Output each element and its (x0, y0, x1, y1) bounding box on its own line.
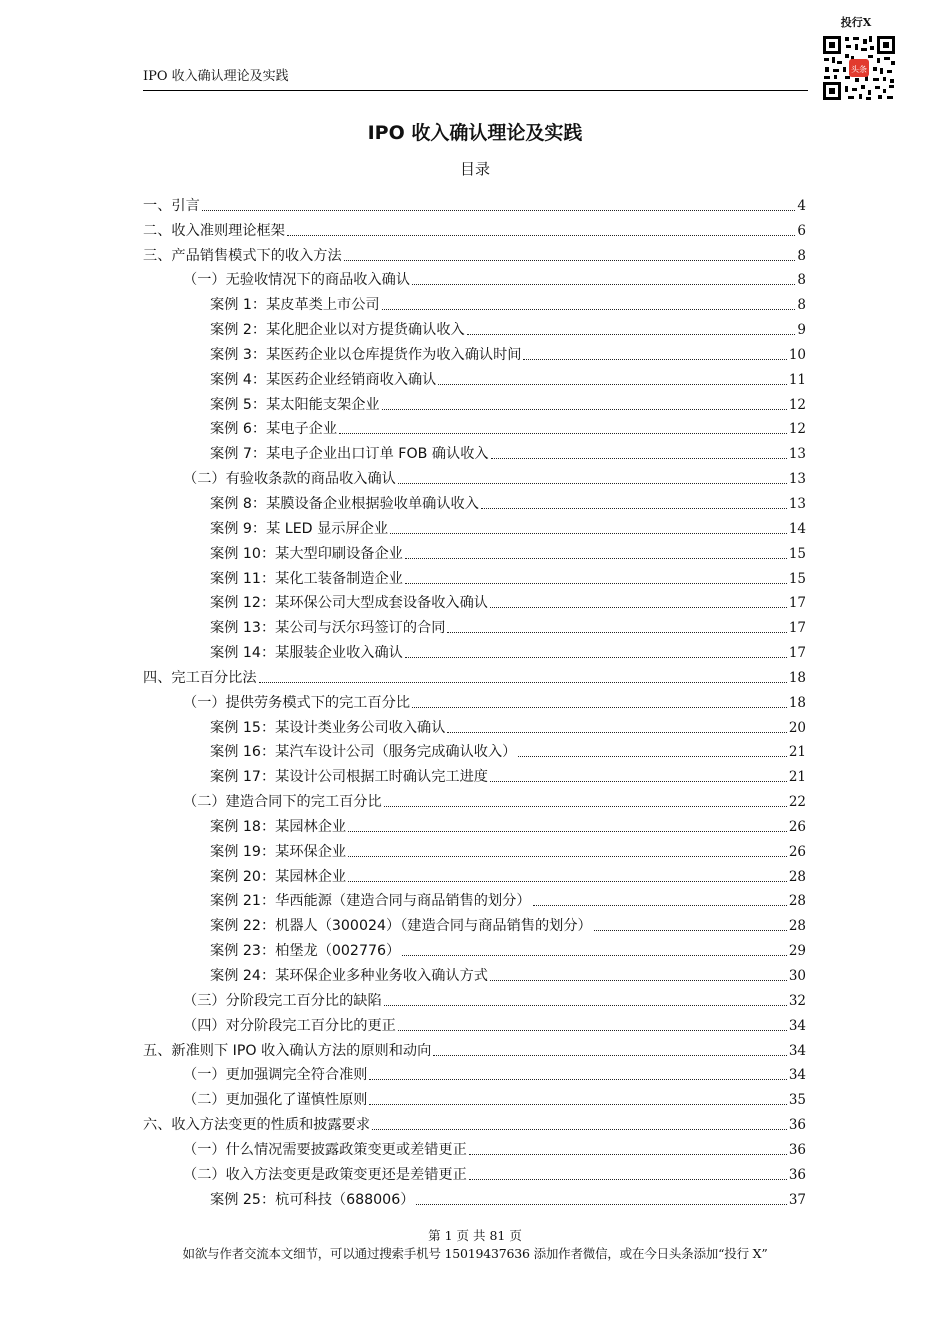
toc-entry-page: 30 (788, 968, 806, 984)
toc-entry-title: （一）更加强调完全符合准则 (183, 1067, 368, 1084)
toc-heading: 目录 (459, 160, 490, 178)
toc-entry-title: （二）建造合同下的完工百分比 (183, 794, 382, 811)
toc-entry[interactable] (143, 837, 806, 862)
toc-dot-leader (416, 1203, 786, 1205)
toc-entry-page: 34 (788, 1017, 806, 1034)
toc-dot-leader (372, 1128, 787, 1130)
toc-entry[interactable] (143, 439, 806, 464)
toc-entry-title: （二）收入方法变更是政策变更还是差错更正 (183, 1166, 467, 1183)
toc-entry-page: 26 (788, 818, 806, 835)
toc-entry-title: 案例 1：某皮革类上市公司 (210, 297, 380, 314)
toc-dot-leader (490, 606, 787, 608)
toc-dot-leader (533, 904, 787, 906)
toc-entry-page: 4 (797, 197, 806, 214)
toc-dot-leader (339, 432, 787, 434)
toc-entry-title: 案例 5：某太阳能支架企业 (210, 396, 380, 413)
qr-badge-text: 头条 (851, 65, 867, 74)
toc-dot-leader (412, 706, 787, 708)
toc-entry-title: 案例 22：机器人（300024）（建造合同与商品销售的划分） (210, 918, 592, 935)
toc-entry-page: 35 (788, 1092, 806, 1109)
toc-dot-leader (369, 1103, 786, 1105)
toc-dot-leader (405, 557, 787, 559)
toc-entry[interactable] (143, 539, 806, 564)
toc-dot-leader (202, 209, 796, 211)
toc-entry-title: 案例 23：柏堡龙（002776） (210, 943, 401, 960)
toc-entry[interactable] (143, 911, 806, 936)
toc-entry-title: 二、收入准则理论框架 (143, 222, 285, 239)
toc-entry[interactable] (143, 1160, 806, 1185)
toc-entry-title: 四、完工百分比法 (143, 669, 257, 686)
toc-entry-title: 案例 4：某医药企业经销商收入确认 (210, 371, 437, 388)
toc-dot-leader (405, 656, 787, 658)
toc-dot-leader (438, 383, 786, 385)
toc-entry-title: 案例 21：华西能源（建造合同与商品销售的划分） (210, 893, 531, 910)
toc-dot-leader (398, 482, 787, 484)
toc-entry-page: 12 (788, 396, 806, 413)
running-title: IPO 收入确认理论及实践 (143, 69, 289, 84)
toc-entry-page: 32 (788, 992, 806, 1009)
toc-entry-page: 36 (788, 1141, 806, 1158)
toc-entry-title: 六、收入方法变更的性质和披露要求 (143, 1117, 371, 1134)
toc-dot-leader (344, 259, 796, 261)
toc-entry-page: 21 (788, 769, 806, 786)
toc-entry-title: 五、新准则下 IPO 收入确认方法的原则和动向 (143, 1042, 432, 1059)
toc-entry-title: 案例 7：某电子企业出口订单 FOB 确认收入 (210, 446, 489, 463)
toc-entry-page: 13 (788, 495, 806, 512)
toc-dot-leader (382, 308, 796, 310)
toc-entry-title: 案例 19：某环保企业 (210, 843, 347, 860)
running-header (143, 68, 808, 91)
toc-dot-leader (348, 830, 787, 832)
toc-entry[interactable] (143, 1085, 806, 1110)
toc-entry[interactable] (143, 390, 806, 415)
toc-dot-leader (348, 880, 787, 882)
toc-entry-page: 8 (797, 297, 806, 314)
toc-dot-leader (469, 1178, 787, 1180)
toc-dot-leader (369, 1078, 786, 1080)
toc-entry-page: 34 (788, 1042, 806, 1059)
toc-entry[interactable] (143, 241, 806, 266)
toc-entry[interactable] (143, 216, 806, 241)
qr-label: 投行X (840, 16, 872, 29)
toc-entry[interactable] (143, 812, 806, 837)
toc-entry-page: 17 (788, 620, 806, 637)
toc-dot-leader (398, 1029, 787, 1031)
toc-entry-title: （三）分阶段完工百分比的缺陷 (183, 992, 382, 1009)
toc-entry-title: 案例 8：某膜设备企业根据验收单确认收入 (210, 495, 479, 512)
toc-entry-page: 34 (788, 1067, 806, 1084)
toc-entry-title: 案例 11：某化工装备制造企业 (210, 570, 403, 587)
page-footer (0, 1227, 950, 1263)
toc-dot-leader (518, 755, 786, 757)
toc-entry-title: 案例 10：某大型印刷设备企业 (210, 545, 403, 562)
toc-entry-title: 三、产品销售模式下的收入方法 (143, 247, 342, 264)
toc-entry-page: 13 (788, 471, 806, 488)
toc-entry-page: 28 (788, 918, 806, 935)
toc-dot-leader (405, 582, 787, 584)
toc-entry[interactable] (143, 589, 806, 614)
toc-dot-leader (481, 507, 787, 509)
toc-entry[interactable] (143, 266, 806, 291)
toc-entry-title: 案例 3：某医药企业以仓库提货作为收入确认时间 (210, 346, 522, 363)
toc-entry[interactable] (143, 464, 806, 489)
toc-entry-title: 案例 18：某园林企业 (210, 818, 347, 835)
toc-entry-title: （二）有验收条款的商品收入确认 (183, 471, 396, 488)
toc-entry-title: 案例 25：杭可科技（688006） (210, 1191, 415, 1208)
document-title: IPO 收入确认理论及实践 (367, 122, 583, 144)
toc-entry[interactable] (143, 787, 806, 812)
toc-entry-page: 28 (788, 893, 806, 910)
contact-note: 如欲与作者交流本文细节，可以通过搜索手机号 15019437636 添加作者微信，或在今日头条添加“投行 X” (182, 1246, 768, 1261)
toc-dot-leader (433, 1054, 787, 1056)
toc-dot-leader (348, 855, 787, 857)
toc-entry-title: 案例 2：某化肥企业以对方提货确认收入 (210, 322, 465, 339)
toc-entry[interactable] (143, 887, 806, 912)
toc-dot-leader (412, 283, 795, 285)
toc-entry-page: 11 (788, 371, 806, 388)
toc-entry-page: 37 (788, 1191, 806, 1208)
toc-entry-title: （二）更加强化了谨慎性原则 (183, 1092, 368, 1109)
toc-entry[interactable] (143, 688, 806, 713)
qr-code-icon (821, 34, 897, 102)
toc-entry[interactable] (143, 936, 806, 961)
toc-entry[interactable] (143, 986, 806, 1011)
toc-entry[interactable] (143, 489, 806, 514)
toc-entry[interactable] (143, 762, 806, 787)
toc-dot-leader (594, 929, 787, 931)
toc-entry-page: 20 (788, 719, 806, 736)
toc-entry-page: 17 (788, 595, 806, 612)
toc-dot-leader (384, 1004, 787, 1006)
toc-entry-page: 21 (788, 744, 806, 761)
toc-entry[interactable] (143, 713, 806, 738)
toc-entry-page: 10 (788, 346, 806, 363)
toc-entry[interactable] (143, 1110, 806, 1135)
toc-entry-title: 案例 15：某设计类业务公司收入确认 (210, 719, 446, 736)
toc-dot-leader (447, 631, 786, 633)
toc-entry-page: 13 (788, 446, 806, 463)
toc-dot-leader (447, 731, 786, 733)
toc-entry[interactable] (143, 514, 806, 539)
toc-entry-title: （一）什么情况需要披露政策变更或差错更正 (183, 1141, 467, 1158)
toc-entry-title: 案例 9：某 LED 显示屏企业 (210, 520, 389, 537)
toc-dot-leader (523, 358, 786, 360)
toc-entry[interactable] (143, 1185, 806, 1210)
toc-entry-page: 15 (788, 545, 806, 562)
toc-entry[interactable] (143, 191, 806, 216)
toc-dot-leader (467, 333, 796, 335)
toc-entry[interactable] (143, 613, 806, 638)
table-of-contents (143, 191, 806, 1210)
toc-entry-page: 12 (788, 421, 806, 438)
toc-entry-page: 22 (788, 794, 806, 811)
toc-entry[interactable] (143, 315, 806, 340)
toc-dot-leader (259, 681, 787, 683)
toc-entry-page: 8 (797, 247, 806, 264)
toc-entry[interactable] (143, 1011, 806, 1036)
toc-entry-title: （四）对分阶段完工百分比的更正 (183, 1017, 396, 1034)
toc-dot-leader (382, 408, 787, 410)
toc-entry-title: 案例 14：某服装企业收入确认 (210, 645, 403, 662)
toc-entry-title: 案例 24：某环保企业多种业务收入确认方式 (210, 968, 488, 984)
toc-entry[interactable] (143, 1135, 806, 1160)
toc-entry-page: 8 (797, 272, 806, 289)
toc-entry-page: 15 (788, 570, 806, 587)
toc-entry-page: 17 (788, 645, 806, 662)
toc-entry[interactable] (143, 415, 806, 440)
toc-entry[interactable] (143, 638, 806, 663)
toc-dot-leader (402, 954, 787, 956)
toc-entry-title: 案例 13：某公司与沃尔玛签订的合同 (210, 620, 446, 637)
toc-dot-leader (490, 979, 787, 981)
toc-entry-title: 案例 17：某设计公司根据工时确认完工进度 (210, 769, 488, 786)
toc-entry-title: 案例 12：某环保公司大型成套设备收入确认 (210, 595, 488, 612)
toc-entry-page: 6 (797, 222, 806, 239)
toc-entry[interactable] (143, 340, 806, 365)
page-number: 第 1 页 共 81 页 (428, 1228, 522, 1243)
qr-block (818, 16, 900, 106)
toc-dot-leader (287, 234, 796, 236)
toc-entry[interactable] (143, 564, 806, 589)
toc-entry-page: 36 (788, 1166, 806, 1183)
toc-entry[interactable] (143, 1036, 806, 1061)
toc-entry-page: 28 (788, 868, 806, 885)
toc-entry-page: 36 (788, 1117, 806, 1134)
toc-entry-title: 一、引言 (143, 197, 200, 214)
toc-entry-title: 案例 20：某园林企业 (210, 868, 347, 885)
toc-entry-title: （一）提供劳务模式下的完工百分比 (183, 694, 411, 711)
toc-entry-page: 26 (788, 843, 806, 860)
toc-entry-page: 18 (788, 669, 806, 686)
toc-entry-title: 案例 6：某电子企业 (210, 421, 338, 438)
toc-entry-title: 案例 16：某汽车设计公司（服务完成确认收入） (210, 744, 517, 761)
toc-dot-leader (469, 1153, 787, 1155)
toc-dot-leader (490, 780, 787, 782)
toc-entry[interactable] (143, 290, 806, 315)
toc-entry[interactable] (143, 365, 806, 390)
toc-entry-title: （一）无验收情况下的商品收入确认 (183, 272, 411, 289)
toc-entry[interactable] (143, 961, 806, 986)
toc-entry[interactable] (143, 738, 806, 763)
toc-entry[interactable] (143, 663, 806, 688)
toc-entry[interactable] (143, 1061, 806, 1086)
toc-entry-page: 29 (788, 943, 806, 960)
toc-dot-leader (390, 532, 787, 534)
toc-entry-page: 14 (788, 520, 806, 537)
toc-dot-leader (384, 805, 787, 807)
toc-dot-leader (491, 457, 787, 459)
toc-entry-page: 9 (797, 322, 806, 339)
toc-entry-page: 18 (788, 694, 806, 711)
toc-entry[interactable] (143, 862, 806, 887)
